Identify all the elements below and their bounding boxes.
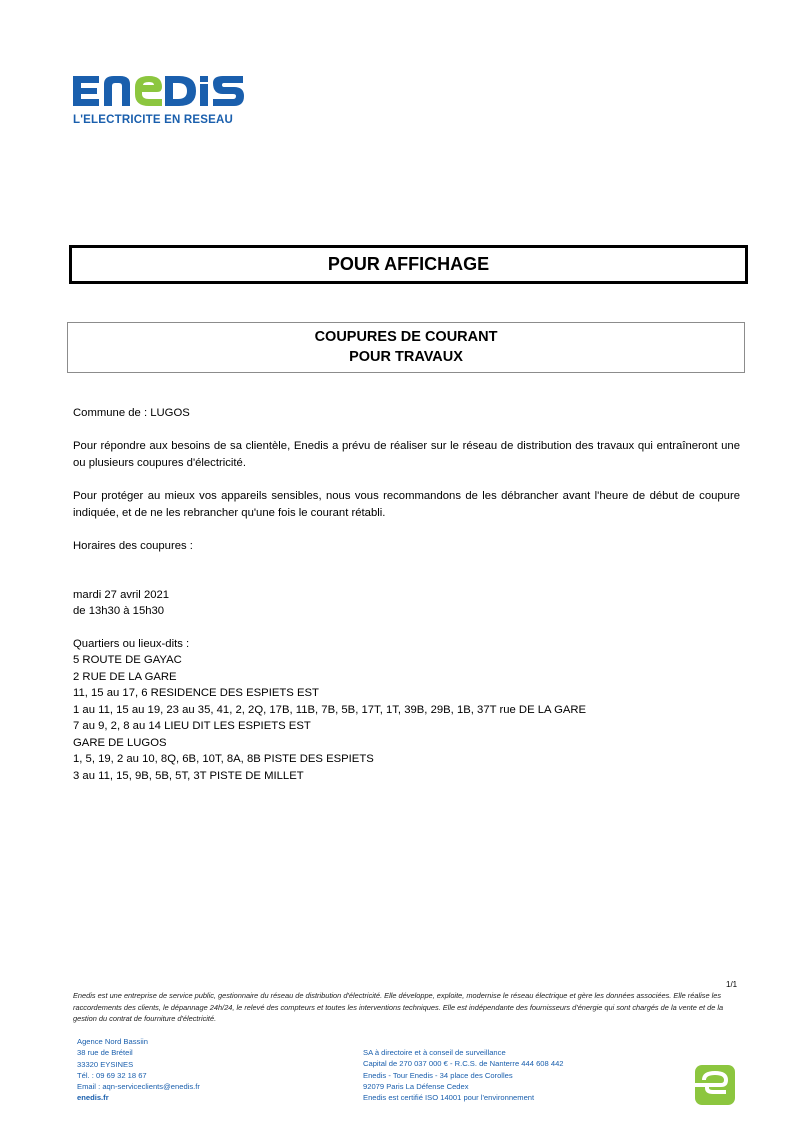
- enedis-logo: [71, 70, 246, 110]
- company-line: SA à directoire et à conseil de surveillance: [363, 1048, 506, 1057]
- page-number: 1/1: [726, 980, 738, 989]
- commune: Commune de : LUGOS: [73, 407, 190, 419]
- enedis-wordmark-icon: [71, 70, 246, 110]
- schedule-label: Horaires des coupures :: [73, 540, 193, 552]
- company-line: Enedis est certifié ISO 14001 pour l'environnement: [363, 1093, 535, 1103]
- location-item: 11, 15 au 17, 6 RESIDENCE DES ESPIETS EST: [73, 687, 319, 699]
- enedis-e-icon: [695, 1065, 735, 1105]
- location-item: 3 au 11, 15, 9B, 5B, 5T, 3T PISTE DE MILLET: [73, 769, 304, 782]
- subtitle-line-1: COUPURES DE COURANT: [314, 329, 498, 345]
- legal-notice: Enedis est une entreprise de service public, gestionnaire du réseau de distribution d'électricité. Elle développe, exploite, modernise le réseau électrique et gère les données associées. Elle réalise les raccordements des clients, le dépannage 24h/24, le relevé des compteurs et toutes les interventions techniques. Elle est indépendante des fournisseurs d'énergie qui sont chargés de la vente et de la gestion du contrat de fourniture d'électricité.: [73, 991, 724, 1023]
- title-box: [69, 245, 748, 284]
- agency-name: Agence Nord Bassiin: [77, 1037, 148, 1046]
- agency-city: 33320 EYSINES: [77, 1059, 134, 1069]
- location-item: 1, 5, 19, 2 au 10, 8Q, 6B, 10T, 8A, 8B PISTE DES ESPIETS: [73, 753, 374, 765]
- company-info: [363, 1047, 564, 1103]
- schedule-hours: de 13h30 à 15h30: [73, 605, 165, 617]
- locations-list: [73, 652, 740, 784]
- subtitle-box: [67, 322, 745, 373]
- subtitle-line-2: POUR TRAVAUX: [349, 349, 463, 365]
- company-line: Enedis - Tour Enedis - 34 place des Corolles: [363, 1070, 513, 1080]
- website-link[interactable]: enedis.fr: [77, 1093, 109, 1103]
- schedule-date: mardi 27 avril 2021: [73, 589, 170, 601]
- agency-address: [77, 1036, 200, 1104]
- agency-email[interactable]: Email : aqn-serviceclients@enedis.fr: [77, 1082, 200, 1092]
- agency-street: 38 rue de Bréteil: [77, 1048, 133, 1058]
- page-title: POUR AFFICHAGE: [327, 254, 490, 274]
- location-item: 2 RUE DE LA GARE: [73, 670, 177, 683]
- paragraph-intro: Pour répondre aux besoins de sa clientèle, Enedis a prévu de réaliser sur le réseau de distribution des travaux qui entraîneront une ou plusieurs coupures d'électricité.: [73, 440, 740, 469]
- agency-phone: Tél. : 09 69 32 18 67: [77, 1070, 147, 1080]
- paragraph-recommendation: Pour protéger au mieux vos appareils sensibles, nous vous recommandons de les débrancher avant l'heure de début de coupure indiquée, et de ne les rebrancher qu'une fois le courant rétabli.: [73, 490, 740, 519]
- company-line: 92079 Paris La Défense Cedex: [363, 1081, 469, 1091]
- logo-tagline: L'ELECTRICITE EN RESEAU: [73, 114, 234, 126]
- company-line: Capital de 270 037 000 € - R.C.S. de Nanterre 444 608 442: [363, 1059, 564, 1069]
- location-item: GARE DE LUGOS: [73, 736, 167, 749]
- location-item: 7 au 9, 2, 8 au 14 LIEU DIT LES ESPIETS EST: [73, 720, 311, 732]
- location-item: 5 ROUTE DE GAYAC: [73, 654, 182, 666]
- locations-label: Quartiers ou lieux-dits :: [73, 638, 190, 650]
- location-item: 1 au 11, 15 au 19, 23 au 35, 41, 2, 2Q, 17B, 11B, 7B, 5B, 17T, 1T, 39B, 29B, 1B, 37T rue DE LA GARE: [73, 703, 587, 716]
